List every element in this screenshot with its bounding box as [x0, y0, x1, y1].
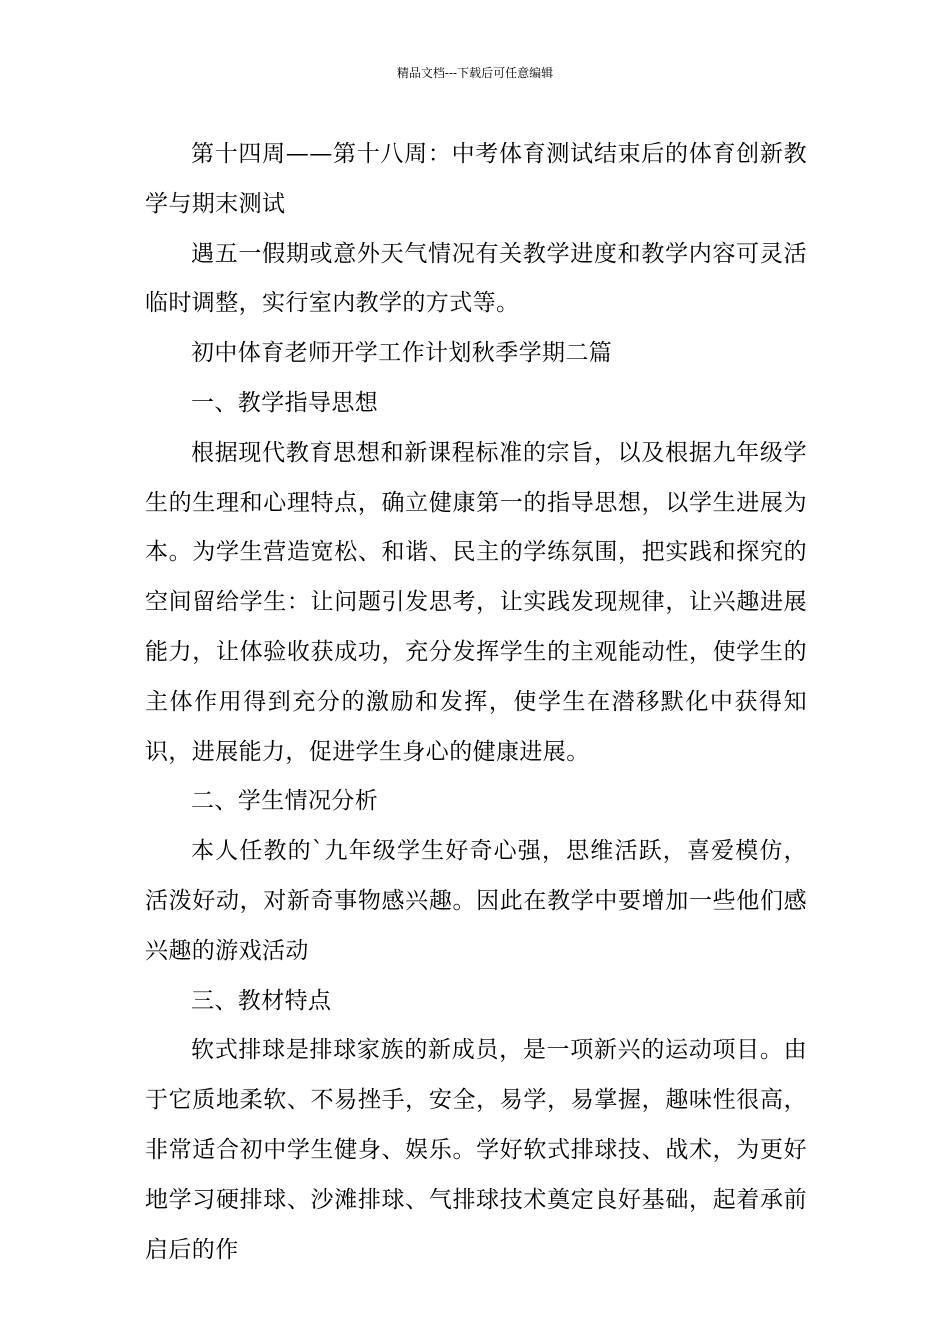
document-title: 初中体育老师开学工作计划秋季学期二篇	[191, 340, 613, 367]
page-header: 精品文档---下载后可任意编辑	[396, 66, 554, 80]
section-heading-textbook-features: 三、教材特点	[191, 987, 332, 1014]
paragraph-schedule-weeks: 第十四周——第十八周：中考体育测试结束后的体育创新教学与期末测试	[145, 141, 807, 217]
section-heading-guiding-ideology: 一、教学指导思想	[191, 389, 379, 416]
paragraph-student-analysis: 本人任教的`九年级学生好奇心强，思维活跃，喜爱模仿，活泼好动，对新奇事物感兴趣。因此在教学中要增加一些他们感兴趣的游戏活动	[145, 838, 807, 964]
paragraph-schedule-adjustment: 遇五一假期或意外天气情况有关教学进度和教学内容可灵活临时调整，实行室内教学的方式等。	[145, 240, 807, 317]
section-heading-student-analysis: 二、学生情况分析	[191, 788, 379, 815]
paragraph-guiding-ideology: 根据现代教育思想和新课程标准的宗旨，以及根据九年级学生的生理和心理特点，确立健康第一的指导思想，以学生进展为本。为学生营造宽松、和谐、民主的学练氛围，把实践和探究的空间留给学生：让问题引发思考，让实践发现规律，让兴趣进展能力，让体验收获成功，充分发挥学生的主观能动性，使学生的主体作用得到充分的激励和发挥，使学生在潜移默化中获得知识，进展能力，促进学生身心的健康进展。	[145, 439, 807, 765]
paragraph-textbook-features: 软式排球是排球家族的新成员，是一项新兴的运动项目。由于它质地柔软、不易挫手，安全，易学，易掌握，趣味性很高，非常适合初中学生健身、娱乐。学好软式排球技、战术，为更好地学习硬排球、沙滩排球、气排球技术奠定良好基础，起着承前启后的作	[145, 1037, 807, 1263]
document-body	[145, 130, 807, 1275]
